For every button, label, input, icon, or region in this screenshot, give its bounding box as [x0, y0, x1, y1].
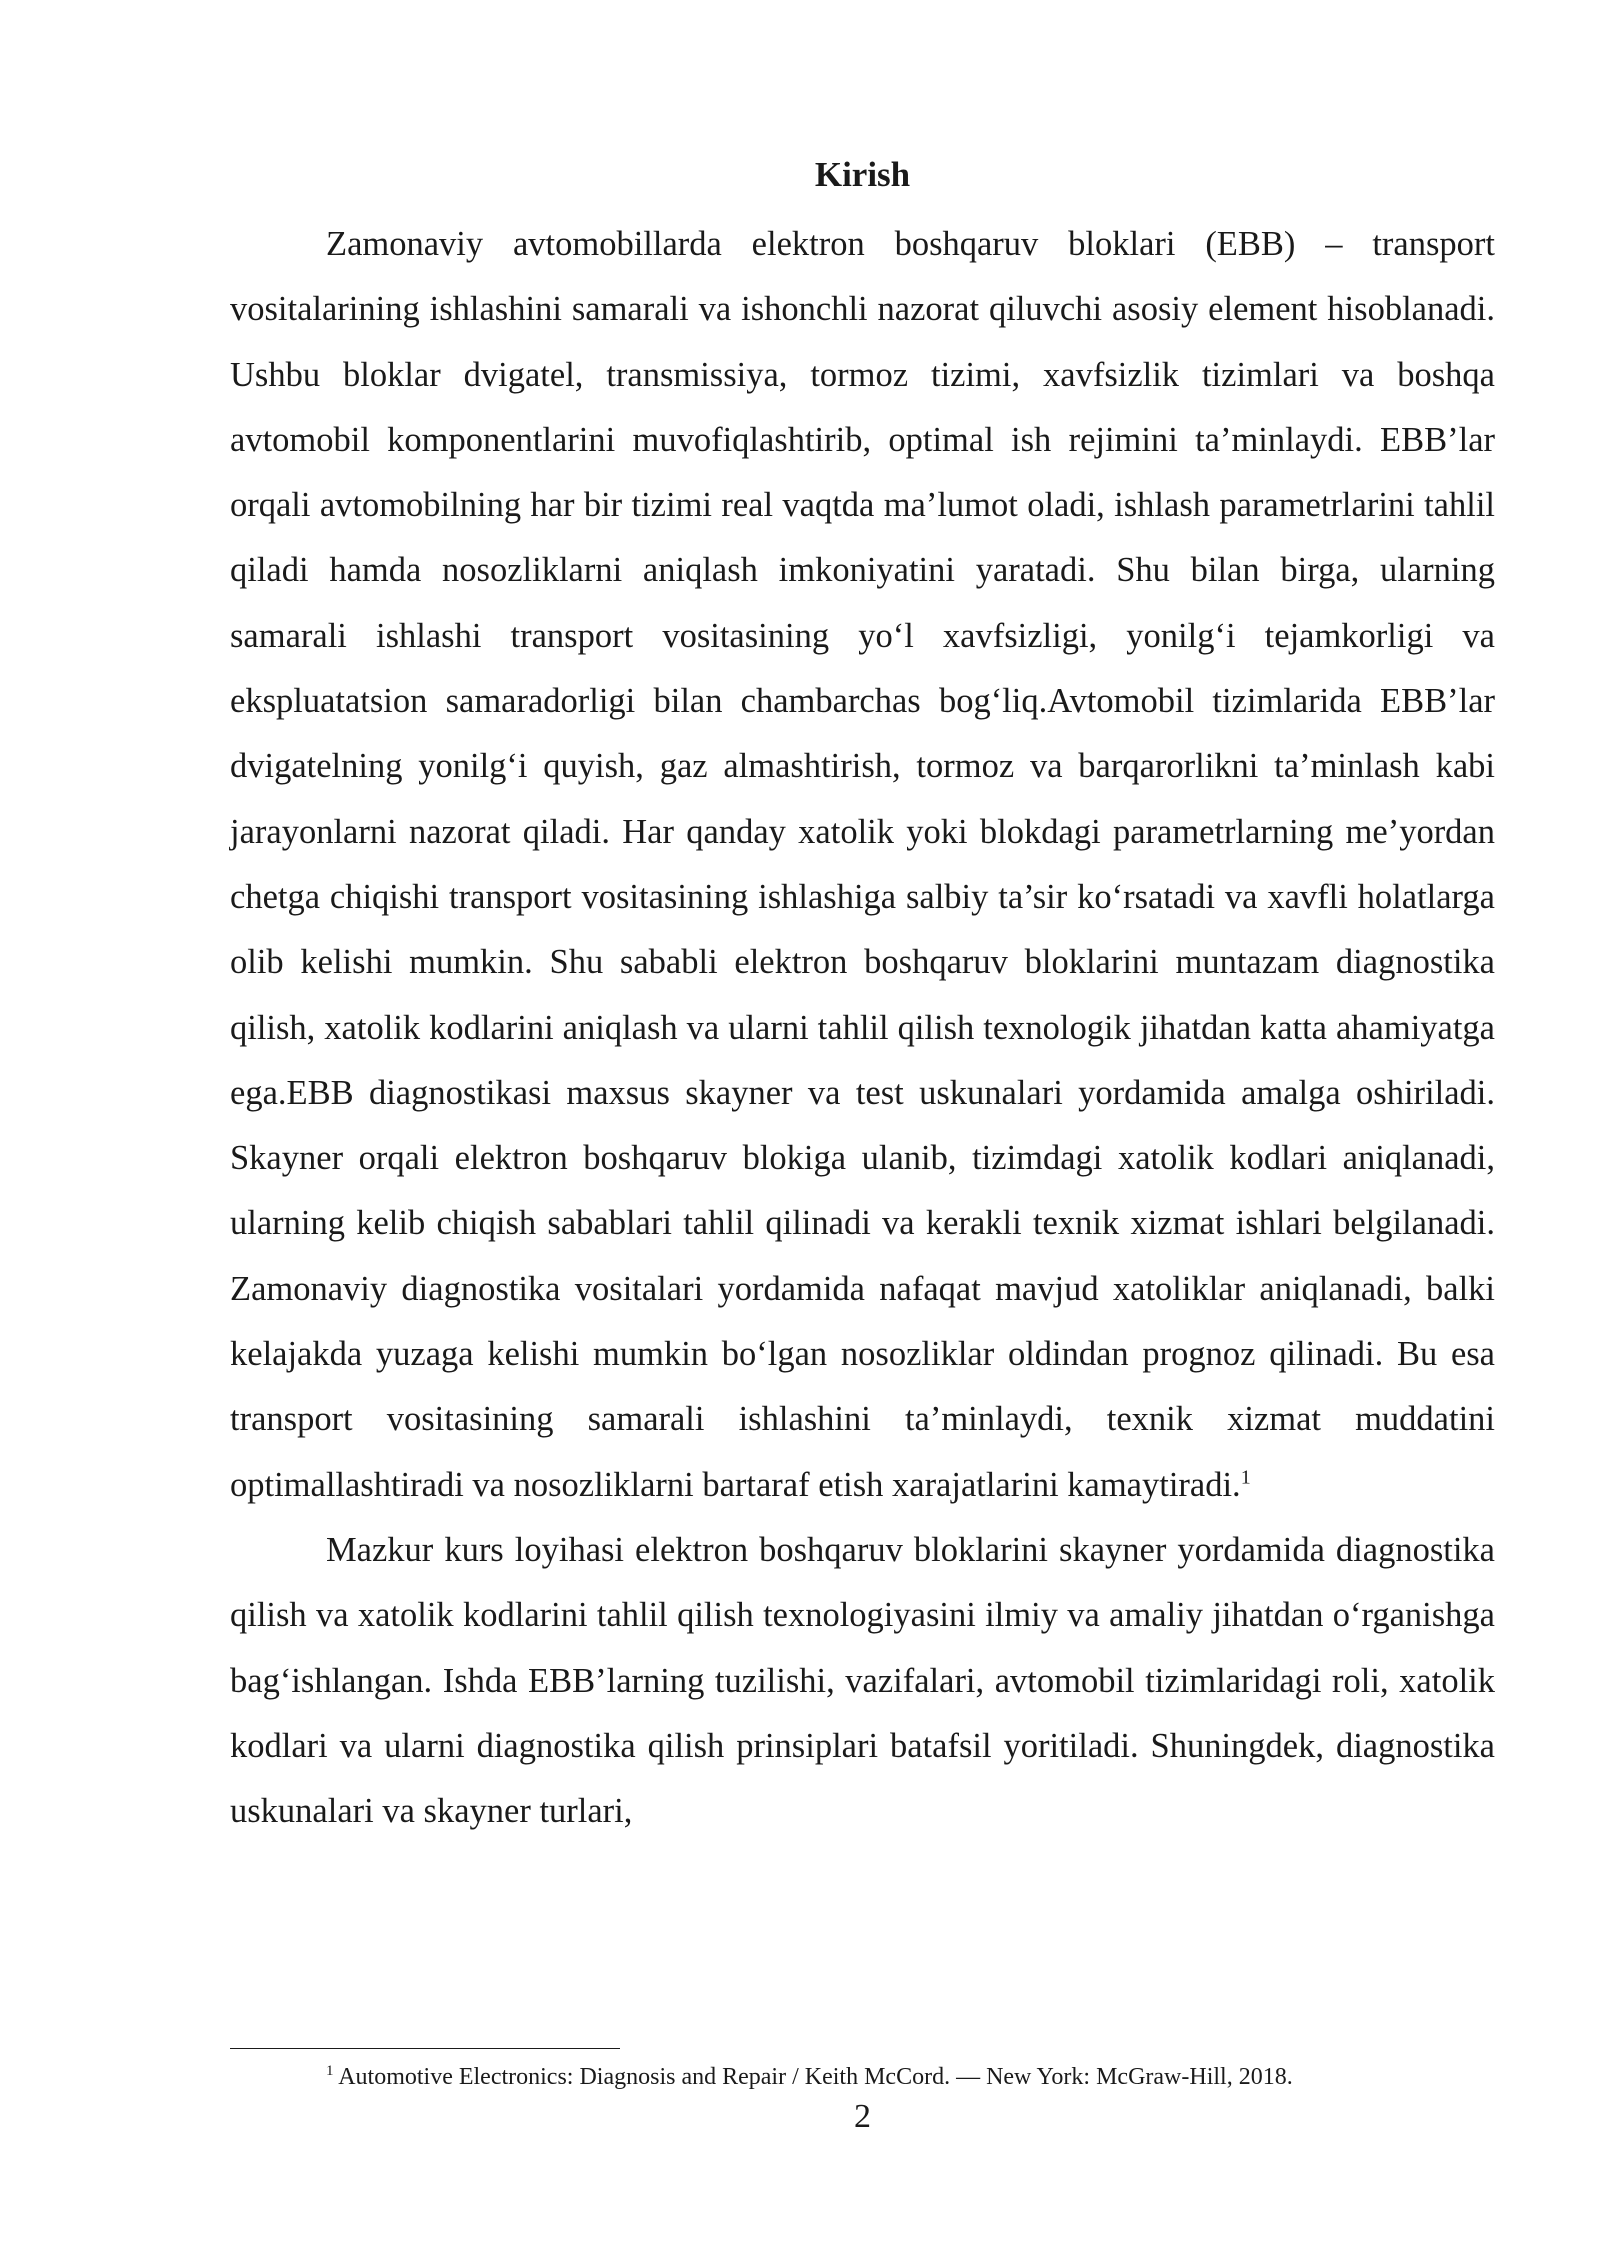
- page-number: 2: [854, 2098, 871, 2135]
- paragraph-1-text: Zamonaviy avtomobillarda elektron boshqaruv bloklari (EBB) – transport vositalarining ishlashini samarali va ishonchli nazorat qiluvchi asosiy element hisoblanadi. Ushbu bloklar dvigatel, transmissiya, tormoz tizimi, xavfsizlik tizimlari va boshqa avtomobil komponentlarini muvofiqlashtirib, optimal ish rejimini ta’minlaydi. EBB’lar orqali avtomobilning har bir tizimi real vaqtda ma’lumot oladi, ishlash parametrlarini tahlil qiladi hamda nosozliklarni aniqlash imkoniyatini yaratadi. Shu bilan birga, ularning samarali ishlashi transport vositasining yo‘l xavfsizligi, yonilg‘i tejamkorligi va ekspluatatsion samaradorligi bilan chambarchas bog‘liq.Avtomobil tizimlarida EBB’lar dvigatelning yonilg‘i quyish, gaz almashtirish, tormoz va barqarorlikni ta’minlash kabi jarayonlarni nazorat qiladi. Har qanday xatolik yoki blokdagi parametrlarning me’yordan chetga chiqishi transport vositasining ishlashiga salbiy ta’sir ko‘rsatadi va xavfli holatlarga olib kelishi mumkin. Shu sababli elektron boshqaruv bloklarini muntazam diagnostika qilish, xatolik kodlarini aniqlash va ularni tahlil qilish texnologik jihatdan katta ahamiyatga ega.EBB diagnostikasi maxsus skayner va test uskunalari yordamida amalga oshiriladi. Skayner orqali elektron boshqaruv blokiga ulanib, tizimdagi xatolik kodlari aniqlanadi, ularning kelib chiqish sabablari tahlil qilinadi va kerakli texnik xizmat ishlari belgilanadi. Zamonaviy diagnostika vositalari yordamida nafaqat mavjud xatoliklar aniqlanadi, balki kelajakda yuzaga kelishi mumkin bo‘lgan nosozliklar oldindan prognoz qilinadi. Bu esa transport vositasining samarali ishlashini ta’minlaydi, texnik xizmat muddatini optimallashtiradi va nosozliklarni bartaraf etish xarajatlarini kamaytiradi.: [230, 225, 1495, 1504]
- section-title: Kirish: [814, 155, 911, 194]
- paragraph-2: [230, 1518, 1495, 1844]
- footnote: [230, 2060, 1495, 2094]
- footnote-reference[interactable]: 1: [1240, 1466, 1251, 1489]
- paragraph-1: [230, 212, 1495, 1518]
- paragraph-2-text: Mazkur kurs loyihasi elektron boshqaruv bloklarini skayner yordamida diagnostika qilish va xatolik kodlarini tahlil qilish texnologiyasini ilmiy va amaliy jihatdan o‘rganishga bag‘ishlangan. Ishda EBB’larning tuzilishi, vazifalari, avtomobil tizimlaridagi roli, xatolik kodlari va ularni diagnostika qilish prinsiplari batafsil yoritiladi. Shuningdek, diagnostika uskunalari va skayner turlari,: [230, 1530, 1495, 1831]
- footnote-text: Automotive Electronics: Diagnosis and Repair / Keith McCord. — New York: McGraw-Hill, 2018.: [338, 2064, 1293, 2090]
- body-text: [230, 212, 1495, 1844]
- footnote-marker: 1: [326, 2063, 334, 2079]
- footnote-separator: [230, 2048, 620, 2049]
